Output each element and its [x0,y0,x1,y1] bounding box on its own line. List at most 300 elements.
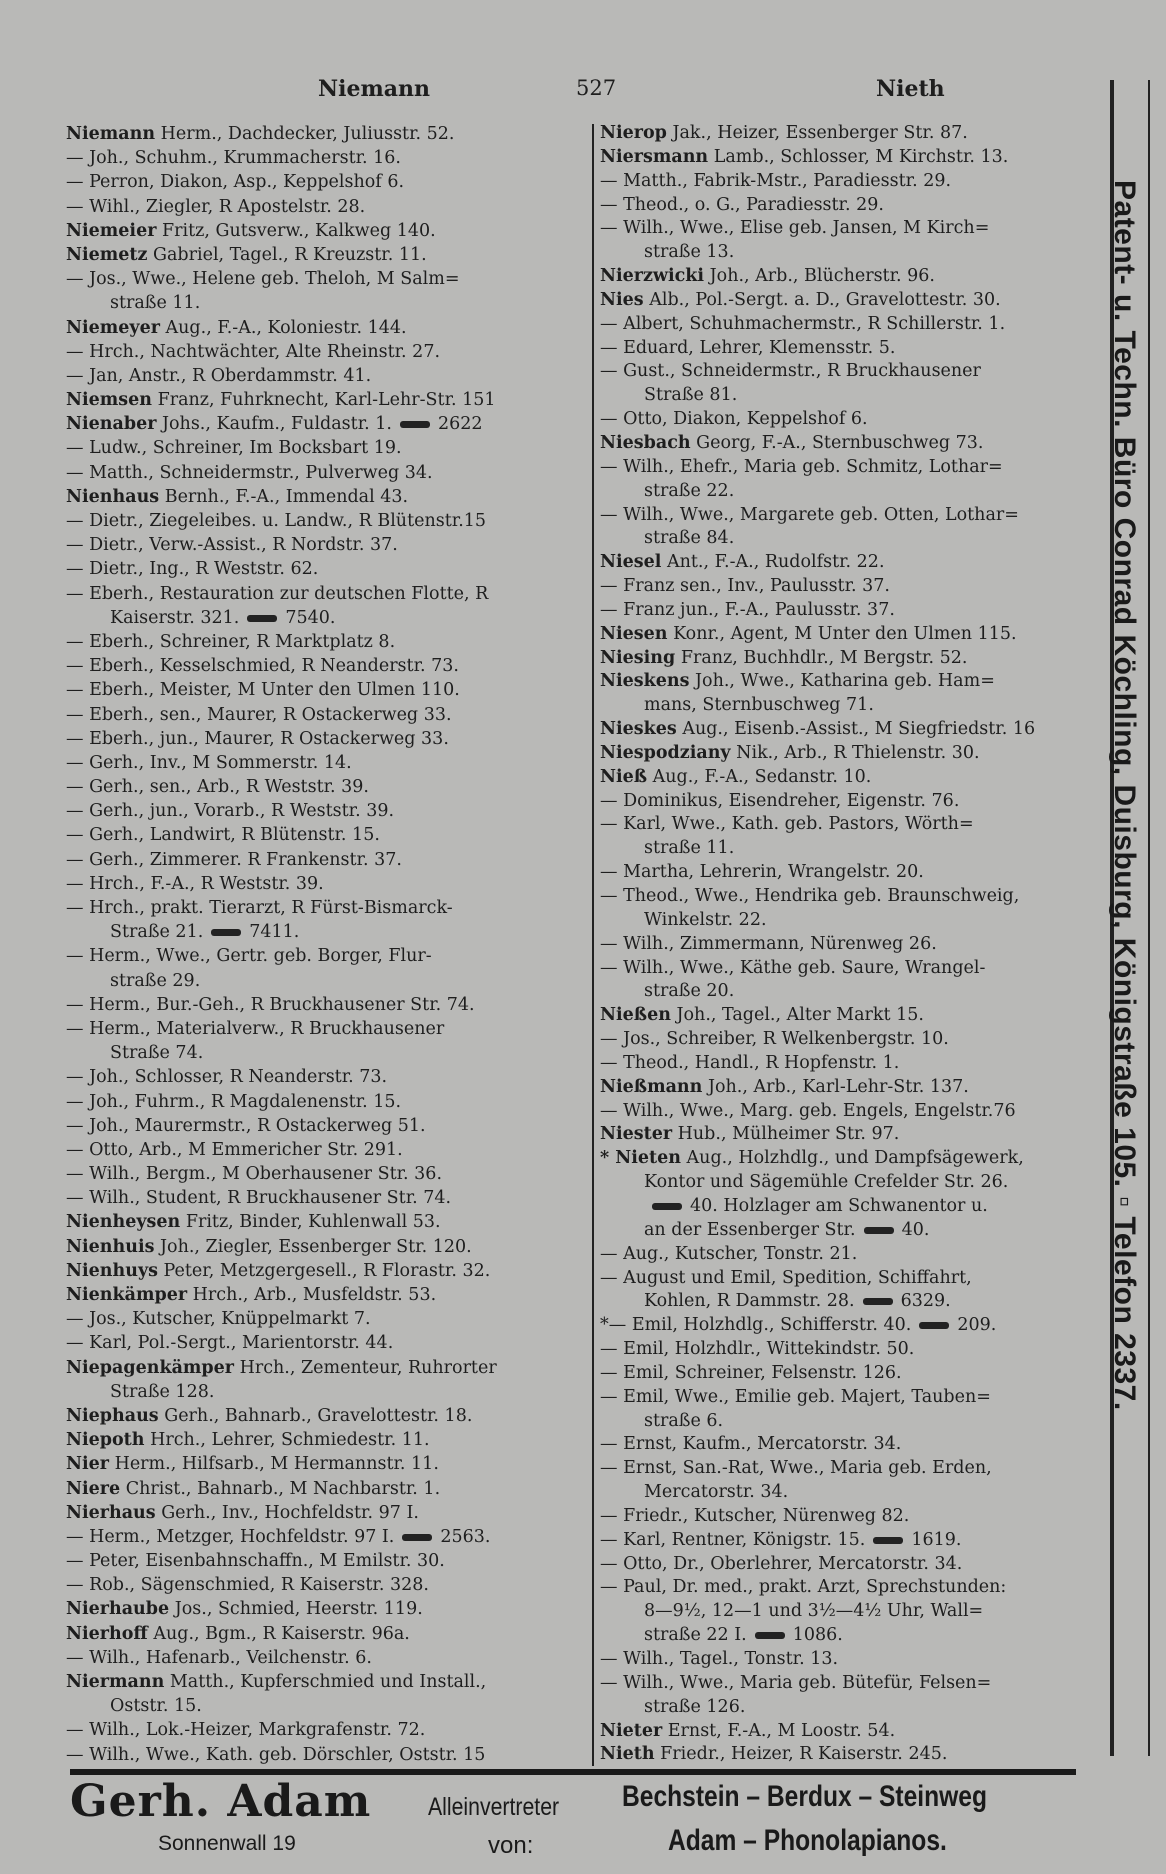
entry-text: Herm., Hilfsarb., M Hermannstr. 11. [109,1454,439,1475]
entry-text: — Eduard, Lehrer, Klemensstr. 5. [600,337,896,358]
directory-entry-line [600,504,1105,528]
entry-text: — Herm., Bur.-Geh., R Bruckhausener Str. 74. [66,994,475,1015]
directory-entry-line [66,1428,566,1452]
entry-text: — Wilh., Wwe., Elise geb. Jansen, M Kirch= [600,218,990,239]
footer-rule [70,1769,1076,1775]
entry-text: — Gerh., Zimmerer. R Frankenstr. 37. [66,849,402,870]
entry-content [644,1171,1008,1195]
telephone-icon [211,929,241,936]
entry-text: straße 6. [644,1410,724,1431]
directory-entry-line [66,557,566,581]
entry-text: — Perron, Diakon, Asp., Keppelshof 6. [66,172,405,193]
directory-entry-line [600,1219,1105,1243]
entry-content [600,1338,914,1362]
entry-text: — Martha, Lehrerin, Wrangelstr. 20. [600,862,924,883]
entry-content [66,1114,426,1138]
entry-content [600,1553,962,1577]
directory-entry-line [600,289,1105,313]
directory-entry-line [600,1481,1105,1505]
entry-text: Hrch., Arb., Musfeldstr. 53. [187,1285,437,1305]
entry-content [600,265,935,289]
directory-entry-line [66,122,566,146]
entry-content [600,337,895,361]
directory-entry-line [600,313,1105,337]
entry-content [600,360,981,384]
entry-content [600,1028,949,1052]
directory-entry-line [66,509,566,533]
entry-content [600,885,1019,909]
directory-entry-line [600,480,1105,504]
entry-text: Straße 21. [110,922,204,943]
telephone-icon [864,1227,894,1234]
entry-text: straße 84. [644,528,735,549]
entry-content [600,670,995,694]
surname: Nienhaus [66,486,160,507]
entry-content [66,1210,441,1234]
directory-entry-line [600,1147,1105,1171]
entry-text: — Hrch., F.-A., R Weststr. 39. [66,873,324,894]
entry-content [644,980,734,1004]
directory-entry-line [66,1622,566,1646]
directory-entry-line [600,527,1105,551]
phone-number: 7540. [285,607,336,628]
entry-text: Joh., Arb., Blücherstr. 96. [704,266,935,287]
entry-content [600,647,967,671]
entry-text: — Otto, Arb., M Emmericher Str. 291. [66,1139,403,1160]
directory-entry-line [600,337,1105,361]
entry-text: straße 22 I. [644,1625,747,1646]
entry-content [66,364,371,388]
directory-entry-line [600,1505,1105,1529]
directory-entry-line [66,1718,566,1742]
entry-text: Hrch., Lehrer, Schmiedestr. 11. [144,1430,430,1451]
entry-text: *— Emil, Holzhdlg., Schifferstr. 40. [600,1315,912,1336]
directory-entry-line [600,1386,1105,1410]
entry-content [66,485,408,509]
entry-content [644,384,737,408]
surname: Nierhoff [66,1623,148,1644]
entry-text: Straße 81. [644,385,738,406]
surname: Niesen [600,623,668,644]
directory-entry-line [66,340,566,364]
directory-entry-line [66,195,566,219]
telephone-icon [400,421,430,428]
entry-content [66,1646,372,1670]
entry-text: — Joh., Schlosser, R Neanderstr. 73. [66,1067,388,1088]
entry-content [600,1314,996,1338]
entry-content [644,909,767,933]
entry-text: — Rob., Sägenschmied, R Kaiserstr. 328. [66,1575,429,1596]
directory-entry-line [66,969,566,993]
directory-entry-line [600,623,1105,647]
entry-text: — Gerh., sen., Arb., R Weststr. 39. [66,777,369,798]
entry-content [600,623,1017,647]
entry-content [66,1235,472,1259]
entry-text: — Emil, Wwe., Emilie geb. Majert, Tauben= [600,1386,991,1407]
entry-content [66,1452,439,1476]
directory-entry-line [66,316,566,340]
directory-entry-line [66,485,566,509]
entry-text: Joh., Arb., Karl-Lehr-Str. 137. [702,1076,969,1097]
entry-text: — Joh., Fuhrm., R Magdalenenstr. 15. [66,1091,402,1112]
entry-text: Jak., Heizer, Essenberger Str. 87. [666,123,968,143]
telephone-icon [402,1534,432,1541]
phone-number: 2622 [437,414,483,435]
directory-entry-line [66,1065,566,1089]
directory-entry-line [66,1452,566,1476]
directory-entry-line [66,291,566,315]
entry-text: — Theod., Wwe., Hendrika geb. Braunschweig, [600,886,1020,906]
entry-content [110,1694,202,1718]
surname: Niesel [600,552,662,573]
entry-content [600,1505,909,1529]
directory-entry-line [600,766,1105,790]
entry-text: Herm., Dachdecker, Juliusstr. 52. [155,124,455,144]
entry-text: mans, Sternbuschweg 71. [644,695,874,716]
directory-entry-line [600,837,1105,861]
entry-content [600,1076,969,1100]
telephone-icon [755,1632,785,1639]
entry-text: — Ernst, Kaufm., Mercatorstr. 34. [600,1434,902,1455]
entry-text: — Dietr., Ziegeleibes. u. Landw., R Blütenstr.15 [66,511,487,531]
surname: Niesbach [600,432,691,453]
entry-content [66,1331,393,1355]
directory-entry-line [600,1624,1105,1648]
phone-number: 1086. [792,1625,843,1646]
entry-content [66,654,459,678]
entry-content [600,289,1001,313]
entry-text: — Joh., Schuhm., Krummacherstr. 16. [66,148,401,169]
entry-content [66,1283,436,1307]
entry-text: Jos., Schmied, Heerstr. 119. [169,1599,423,1620]
entry-text: straße 13. [644,242,735,263]
entry-text: — Albert, Schuhmachermstr., R Schillerstr. 1. [600,313,1006,334]
surname: Nierhaus [66,1502,156,1523]
entry-content [600,766,871,790]
entry-content [600,813,974,837]
directory-entry-line [600,909,1105,933]
entry-content [600,933,937,957]
entry-content [66,1065,387,1089]
directory-entry-line [66,1017,566,1041]
surname: Niemsen [66,390,153,411]
entry-text: Friedr., Heizer, R Kaiserstr. 245. [654,1744,948,1765]
entry-text: Aug., Bgm., R Kaiserstr. 96a. [147,1623,410,1644]
entry-text: — Karl, Rentner, Königstr. 15. [600,1529,866,1550]
directory-entry-line [600,1720,1105,1744]
entry-text: Joh., Wwe., Katharina geb. Ham= [689,671,995,692]
directory-entry-line [600,1410,1105,1434]
entry-text: — Wilh., Bergm., M Oberhausener Str. 36. [66,1164,443,1185]
surname: Niemetz [66,244,148,265]
directory-entry-line [600,384,1105,408]
entry-content [66,1138,403,1162]
surname: Nierzwicki [600,266,705,287]
entry-text: Kohlen, R Dammstr. 28. [644,1291,855,1312]
surname: Niepagenkämper [66,1357,235,1378]
directory-entry-line [66,1356,566,1380]
entry-text: Alb., Pol.-Sergt. a. D., Gravelottestr. 30. [643,289,1001,310]
right-column [600,122,1105,1767]
entry-content [66,872,324,896]
entry-text: Ernst, F.-A., M Loostr. 54. [662,1720,896,1741]
entry-content [66,1743,485,1767]
directory-entry-line [600,1076,1105,1100]
directory-entry-line [600,718,1105,742]
entry-content [66,533,398,557]
entry-text: Nik., Arb., R Thielenstr. 30. [730,742,980,763]
surname: * Nieten [600,1148,681,1169]
entry-content [644,837,734,861]
entry-text: — Dietr., Ing., R Weststr. 62. [66,559,319,580]
surname: Nierop [600,123,667,143]
directory-entry-line [600,170,1105,194]
entry-content [66,944,432,968]
directory-entry-line [66,703,566,727]
directory-entry-line [66,436,566,460]
entry-content [600,1743,947,1767]
entry-text: — Karl, Pol.-Sergt., Marientorstr. 44. [66,1333,394,1354]
directory-entry-line [66,727,566,751]
entry-text: — Ernst, San.-Rat, Wwe., Maria geb. Erden, [600,1458,992,1479]
entry-content [644,1290,951,1314]
entry-content [644,1195,988,1219]
directory-entry-line [66,751,566,775]
entry-content [644,1481,788,1505]
entry-text: — Aug., Kutscher, Tonstr. 21. [600,1243,858,1264]
directory-entry-line [600,1314,1105,1338]
directory-entry-line [66,775,566,799]
entry-text: — Gust., Schneidermstr., R Bruckhausener [600,361,981,382]
entry-text: — Hrch., Nachtwächter, Alte Rheinstr. 27. [66,341,441,362]
entry-content [600,217,989,241]
entry-text: — Gerh., Inv., M Sommerstr. 14. [66,752,352,773]
directory-entry-line [66,533,566,557]
phone-number: 7411. [249,922,300,943]
sidebar-rule-right [1148,80,1150,1756]
entry-text: — Eberh., Schreiner, R Marktplatz 8. [66,631,396,652]
directory-entry-line [600,1052,1105,1076]
entry-text: straße 11. [110,293,201,314]
surname: Nier [66,1454,109,1475]
entry-text: Peter, Metzgergesell., R Florastr. 32. [157,1260,491,1281]
entry-text: — Wilh., Lok.-Heizer, Markgrafenstr. 72. [66,1720,426,1741]
entry-content [66,848,402,872]
entry-text: — Wilh., Wwe., Maria geb. Bütefür, Felsen= [600,1672,992,1693]
entry-text: — Wilh., Hafenarb., Veilchenstr. 6. [66,1647,372,1668]
entry-text: — Dietr., Verw.-Assist., R Nordstr. 37. [66,535,398,556]
directory-entry-line [66,920,566,944]
entry-text: — Theod., o. G., Paradiesstr. 29. [600,194,884,215]
entry-content [66,799,394,823]
directory-entry-line [66,1114,566,1138]
directory-entry-line [66,146,566,170]
entry-text: — Wilh., Tagel., Tonstr. 13. [600,1649,839,1669]
entry-content [644,1600,983,1624]
entry-content [600,504,1019,528]
directory-entry-line [600,980,1105,1004]
telephone-icon [863,1298,893,1305]
entry-content [66,388,496,412]
directory-entry-line [600,1696,1105,1720]
entry-text: Winkelstr. 22. [644,909,767,930]
entry-text: — Dominikus, Eisendreher, Eigenstr. 76. [600,790,960,811]
entry-text: Konr., Agent, M Unter den Ulmen 115. [667,623,1017,644]
entry-content [66,557,318,581]
directory-entry-line [66,1525,566,1549]
telephone-icon [247,615,277,622]
entry-content [66,509,486,533]
directory-entry-line [600,599,1105,623]
entry-text: — Wilh., Wwe., Marg. geb. Engels, Engelstr.76 [600,1100,1016,1121]
directory-entry-line [66,848,566,872]
entry-content [66,243,427,267]
entry-text: — Eberh., jun., Maurer, R Ostackerweg 33. [66,728,449,749]
directory-entry-line [66,823,566,847]
entry-content [600,861,924,885]
entry-text: Aug., Eisenb.-Assist., M Siegfriedstr. 16 [676,719,1036,740]
entry-text: Franz, Buchhdlr., M Bergstr. 52. [675,647,968,668]
directory-entry-line [66,1162,566,1186]
directory-entry-line [600,1028,1105,1052]
entry-content [110,920,299,944]
entry-text: Aug., F.-A., Sedanstr. 10. [647,766,872,787]
entry-content [600,1720,895,1744]
ad-brands-2: Adam – Phonolapianos. [668,1824,947,1857]
telephone-icon [919,1322,949,1329]
directory-entry-line [66,1477,566,1501]
directory-entry-line [66,388,566,412]
directory-entry-line [600,1529,1105,1553]
directory-entry-line [66,1090,566,1114]
directory-entry-line [600,957,1105,981]
entry-content [600,146,1008,170]
entry-content [600,1267,972,1291]
entry-text: — Friedr., Kutscher, Nürenweg 82. [600,1505,910,1526]
surname: Nierhaube [66,1599,170,1620]
directory-entry-line [66,582,566,606]
surname: Nießmann [600,1076,703,1097]
directory-entry-line [600,575,1105,599]
phone-number: 209. [957,1315,997,1336]
directory-entry-line [600,861,1105,885]
entry-text: Matth., Kupferschmied und Install., [164,1672,487,1692]
directory-entry-line [600,551,1105,575]
directory-entry-line [600,1100,1105,1124]
entry-text: Georg, F.-A., Sternbuschweg 73. [690,432,984,453]
ad-name: Gerh. Adam [70,1776,372,1827]
left-column [66,122,566,1767]
entry-content [66,1428,430,1452]
entry-content [66,146,401,170]
entry-text: — Otto, Diakon, Keppelshof 6. [600,409,868,430]
entry-text: Joh., Ziegler, Essenberger Str. 120. [154,1236,472,1257]
directory-entry-line [66,896,566,920]
entry-content [110,1380,214,1404]
directory-entry-line [600,1123,1105,1147]
entry-text: Christ., Bahnarb., M Nachbarstr. 1. [120,1478,441,1499]
directory-entry-line [600,1195,1105,1219]
directory-entry-line [66,993,566,1017]
entry-content [66,727,449,751]
entry-text: — Jan, Anstr., R Oberdammstr. 41. [66,365,372,386]
directory-entry-line [600,265,1105,289]
entry-content [66,1259,490,1283]
entry-text: — Matth., Fabrik-Mstr., Paradiesstr. 29. [600,170,952,191]
entry-text: — Jos., Kutscher, Knüppelmarkt 7. [66,1309,371,1330]
entry-content [600,313,1005,337]
entry-text: — Herm., Metzger, Hochfeldstr. 97 I. [66,1526,395,1547]
entry-content [110,1041,203,1065]
directory-entry-line [66,412,566,436]
directory-entry-line [66,243,566,267]
directory-entry-line [66,1210,566,1234]
directory-entry-line [600,647,1105,671]
surname: Niephaus [66,1405,159,1426]
ad-address: Sonnenwall 19 [158,1832,296,1855]
entry-content [600,575,890,599]
entry-text: straße 126. [644,1696,746,1717]
entry-text: — Herm., Wwe., Gertr. geb. Borger, Flur- [66,946,432,967]
entry-text: Bernh., F.-A., Immendal 43. [159,486,409,507]
directory-entry-line [66,1380,566,1404]
entry-content [600,456,1003,480]
entry-content [600,1052,899,1076]
entry-content [644,241,734,265]
entry-text: — Wilh., Student, R Bruckhausener Str. 74. [66,1188,452,1209]
surname: Niester [600,1124,673,1145]
directory-entry-line [600,1267,1105,1291]
entry-text: — Franz sen., Inv., Paulusstr. 37. [600,576,890,597]
surname: Niesing [600,647,676,668]
directory-entry-line [66,1670,566,1694]
entry-content [644,1410,723,1434]
entry-text: Gerh., Inv., Hochfeldstr. 97 I. [155,1502,419,1523]
telephone-icon [873,1537,903,1544]
directory-entry-line [600,194,1105,218]
entry-text: — Karl, Wwe., Kath. geb. Pastors, Wörth= [600,814,974,835]
directory-entry-line [600,694,1105,718]
entry-content [600,1147,1024,1171]
entry-content [66,1090,401,1114]
directory-entry-line [66,1041,566,1065]
directory-entry-line [66,1283,566,1307]
directory-entry-line [600,1672,1105,1696]
directory-entry-line [600,1743,1105,1767]
entry-content [66,267,460,291]
phone-number: 1619. [911,1529,962,1550]
directory-entry-line [66,606,566,630]
directory-entry-line [600,670,1105,694]
directory-entry-line [600,742,1105,766]
entry-text: Fritz, Binder, Kuhlenwall 53. [180,1212,441,1233]
entry-content [600,1004,924,1028]
directory-entry-line [600,813,1105,837]
directory-entry-line [66,1331,566,1355]
entry-content [66,1356,497,1380]
entry-text: Kaiserstr. 321. [110,607,240,628]
entry-content [600,599,895,623]
running-head-right: Nieth [876,76,945,102]
phone-number: 6329. [900,1291,951,1312]
entry-content [66,823,380,847]
entry-content [66,678,460,702]
entry-content [644,694,874,718]
entry-content [66,1573,429,1597]
entry-content [66,316,407,340]
entry-text: Kontor und Sägemühle Crefelder Str. 26. [644,1172,1009,1193]
entry-text: Johs., Kaufm., Fuldastr. 1. [156,414,392,435]
